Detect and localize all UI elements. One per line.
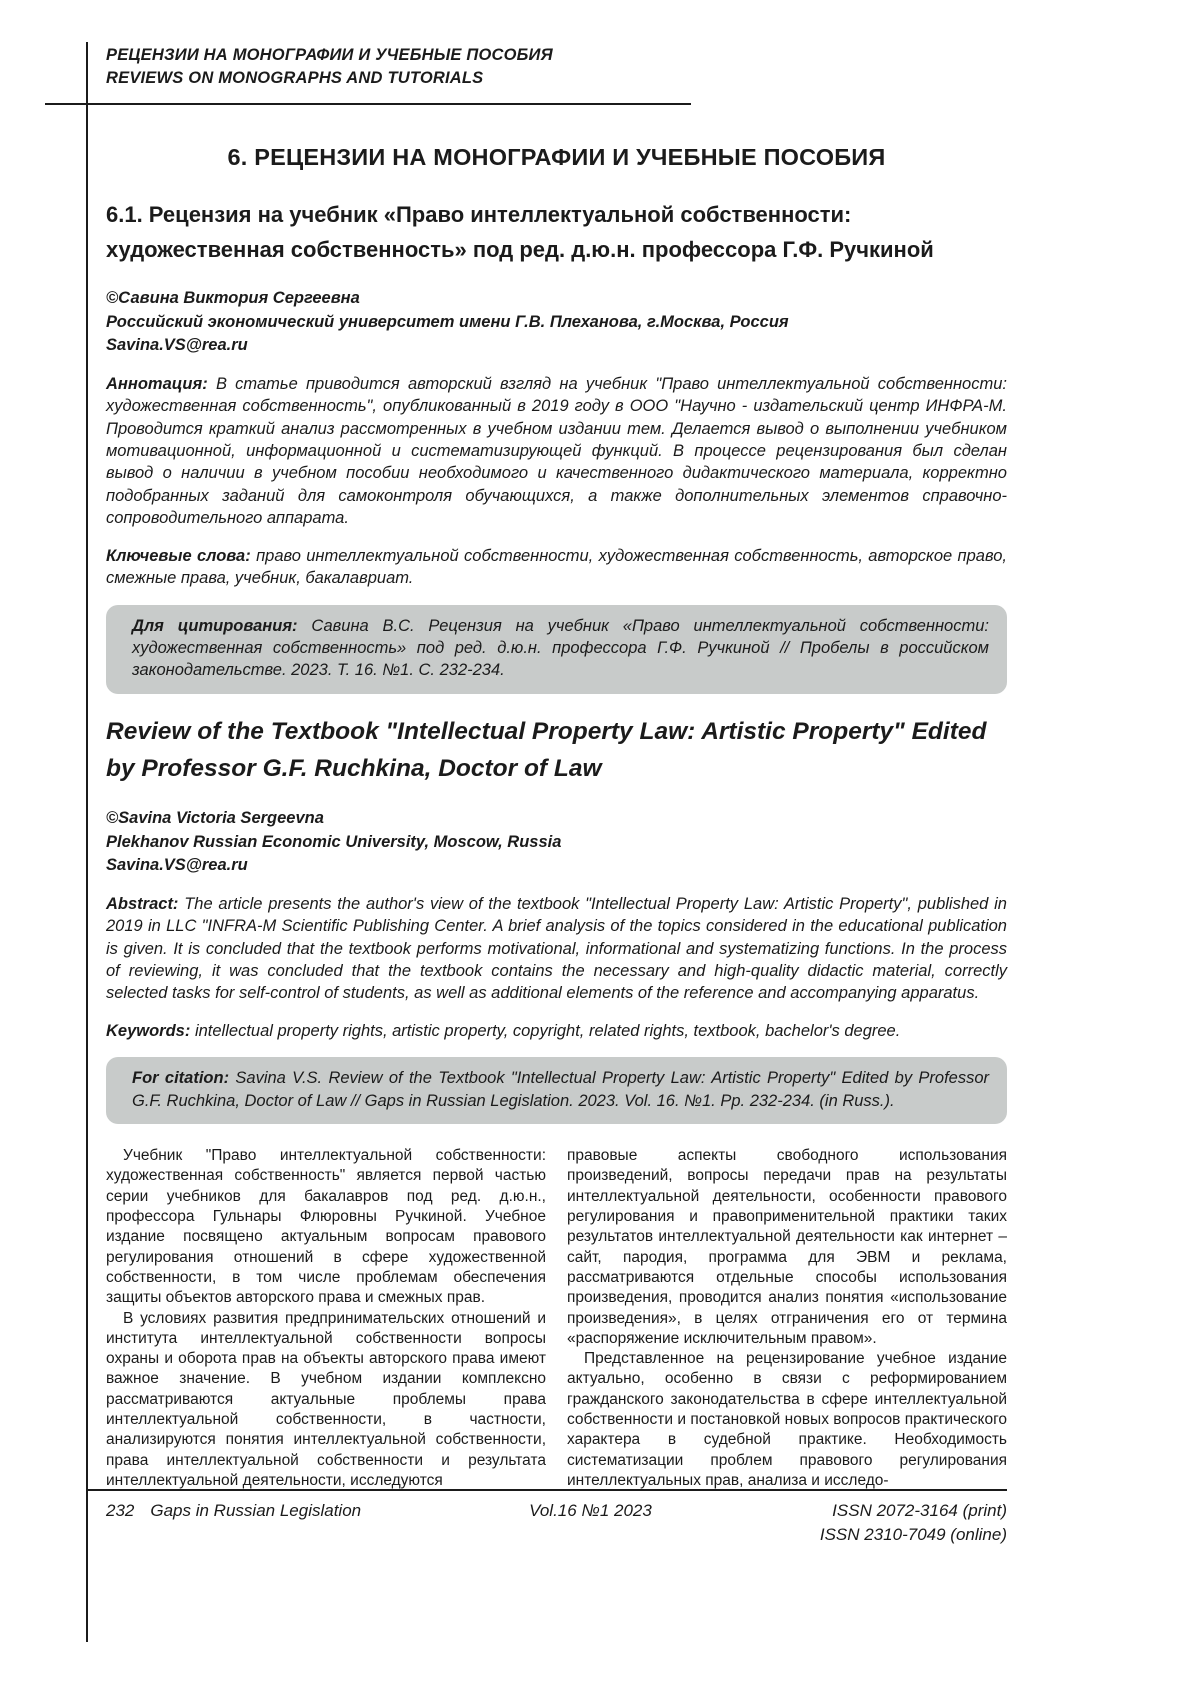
running-head-ru: РЕЦЕНЗИИ НА МОНОГРАФИИ И УЧЕБНЫЕ ПОСОБИЯ xyxy=(106,46,553,64)
author-affiliation-en: Plekhanov Russian Economic University, Moscow, Russia xyxy=(106,832,562,851)
running-head-en: REVIEWS ON MONOGRAPHS AND TUTORIALS xyxy=(106,68,484,87)
citation-label-en: For citation: xyxy=(132,1069,230,1088)
citation-label-ru: Для цитирования: xyxy=(132,616,298,635)
body-paragraph: Представленное на рецензирование учебное издание актуально, особенно в связи с реформированием гражданского законодательства в сфере интеллектуальной собственности и постановкой новых вопросов практического характера в судебной практике. Необходимость систематизации проблем правового регулирования интеллектуальных прав, анализа и исследо- xyxy=(567,1350,1007,1489)
issn-print: ISSN 2072-3164 (print) xyxy=(832,1501,1007,1520)
keywords-text-ru: право интеллектуальной собственности, художественная собственность, авторское право, смежные права, учебник, бакалавриат. xyxy=(106,546,1007,588)
abstract-label-ru: Аннотация: xyxy=(106,374,208,393)
citation-box-ru xyxy=(106,605,1007,694)
body-paragraph: правовые аспекты свободного использования произведений, вопросы передачи прав на результаты интеллектуальной деятельности, особенности правового регулирования и правоприменительной практики таких результатов интеллектуальной деятельности как интернет – сайт, пародия, программа для ЭВМ и реклама, рассматриваются отдельные способы использования произведения, проводится анализ понятия «использование произведения», в целях отграничения его от термина «распоряжение исключительным правом». xyxy=(567,1147,1007,1347)
body-paragraph: Учебник "Право интеллектуальной собственности: художественная собственность" является первой частью серии учебников для бакалавров под ред. д.ю.н., профессора Гульнары Флюровны Ручкиной. Учебное издание посвящено актуальным вопросам правового регулирования отношений в сфере художественной собственности, в том числе проблемам обеспечения защиты объектов авторского права и смежных прав. xyxy=(106,1147,546,1307)
body-columns xyxy=(106,1146,1007,1491)
keywords-label-ru: Ключевые слова: xyxy=(106,546,251,565)
running-head xyxy=(106,44,553,90)
body-column-left xyxy=(106,1146,546,1491)
left-margin-rule xyxy=(86,42,88,1642)
issn-online: ISSN 2310-7049 (online) xyxy=(819,1524,1007,1544)
page-number: 232 xyxy=(106,1501,135,1520)
author-block-en xyxy=(106,807,1007,877)
keywords-ru xyxy=(106,545,1007,590)
author-email-en: Savina.VS@rea.ru xyxy=(106,856,248,875)
author-name-en: ©Savina Victoria Sergeevna xyxy=(106,809,324,828)
author-email-ru: Savina.VS@rea.ru xyxy=(106,336,248,355)
author-name-ru: ©Савина Виктория Сергеевна xyxy=(106,289,360,308)
abstract-label-en: Abstract: xyxy=(106,894,179,913)
footer-issue: Vol.16 №1 2023 xyxy=(529,1501,652,1520)
journal-name: Gaps in Russian Legislation xyxy=(150,1501,362,1520)
abstract-ru xyxy=(106,373,1007,530)
footer-issn xyxy=(820,1499,1007,1547)
body-column-right xyxy=(567,1146,1007,1491)
body-paragraph: В условиях развития предпринимательских отношений и института интеллектуальной собственности вопросы охраны и оборота прав на объекты авторского права имеют важное значение. В учебном издании комплексно рассматриваются актуальные проблемы права интеллектуальной собственности, в частности, анализируются понятия интеллектуальной собственности, права интеллектуальной собственности и результата интеллектуальной деятельности, исследуются xyxy=(106,1309,546,1489)
article-content xyxy=(106,130,1007,1491)
abstract-text-ru: В статье приводится авторский взгляд на учебник "Право интеллектуальной собственности: художественная собственность", опубликованный в 2019 году в ООО "Научно - издательский центр ИНФРА-М. Проводится краткий анализ рассмотренных в учебном издании тем. Делается вывод о выполнении учебником мотивационной, информационной и систематизирующей функций. В процессе рецензирования был сделан вывод о наличии в учебном пособии необходимого и качественного дидактического материала, корректно подобранных заданий для самоконтроля обучающихся, а также дополнительных элементов справочно-сопроводительного аппарата. xyxy=(106,374,1007,528)
article-title-en: Review of the Textbook "Intellectual Property Law: Artistic Property" Edited by Professor G.F. Ruchkina, Doctor of Law xyxy=(106,717,987,782)
page-footer xyxy=(106,1499,1007,1547)
author-affiliation-ru: Российский экономический университет имени Г.В. Плеханова, г.Москва, Россия xyxy=(106,312,789,331)
citation-text-ru: Савина В.С. Рецензия на учебник «Право интеллектуальной собственности: художественная собственность» под ред. д.ю.н. профессора Г.Ф. Ручкиной // Пробелы в российском законодательстве. 2023. Т. 16. №1. С. 232-234. xyxy=(132,616,989,680)
keywords-text-en: intellectual property rights, artistic property, copyright, related rights, textbook, bachelor's degree. xyxy=(194,1021,901,1040)
citation-text-en: Savina V.S. Review of the Textbook "Intellectual Property Law: Artistic Property" Edited by Professor G.F. Ruchkina, Doctor of Law // Gaps in Russian Legislation. 2023. Vol. 16. №1. Pp. 232-234. (in Russ.). xyxy=(132,1069,990,1110)
abstract-en xyxy=(106,893,1007,1005)
footer-rule xyxy=(86,1489,1007,1491)
footer-left xyxy=(106,1499,361,1523)
abstract-text-en: The article presents the author's view of the textbook "Intellectual Property Law: Artistic Property", published in 2019 in LLC "INFRA-M Scientific Publishing Center. A brief analysis of the topics considered in the educational publication is given. It is concluded that the textbook performs motivational, informational and systematizing functions. In the process of reviewing, it was concluded that the textbook contains the necessary and high-quality didactic material, correctly selected tasks for self-control of students, as well as additional elements of the reference and accompanying apparatus. xyxy=(106,894,1007,1003)
keywords-en xyxy=(106,1020,1007,1042)
author-block-ru xyxy=(106,287,1007,357)
section-title: 6. РЕЦЕНЗИИ НА МОНОГРАФИИ И УЧЕБНЫЕ ПОСОБИЯ xyxy=(227,144,886,170)
citation-box-en xyxy=(106,1057,1007,1124)
running-head-rule xyxy=(45,103,691,105)
article-title-ru: 6.1. Рецензия на учебник «Право интеллектуальной собственности: художественная собственность» под ред. д.ю.н. профессора Г.Ф. Ручкиной xyxy=(106,202,934,263)
keywords-label-en: Keywords: xyxy=(106,1021,191,1040)
